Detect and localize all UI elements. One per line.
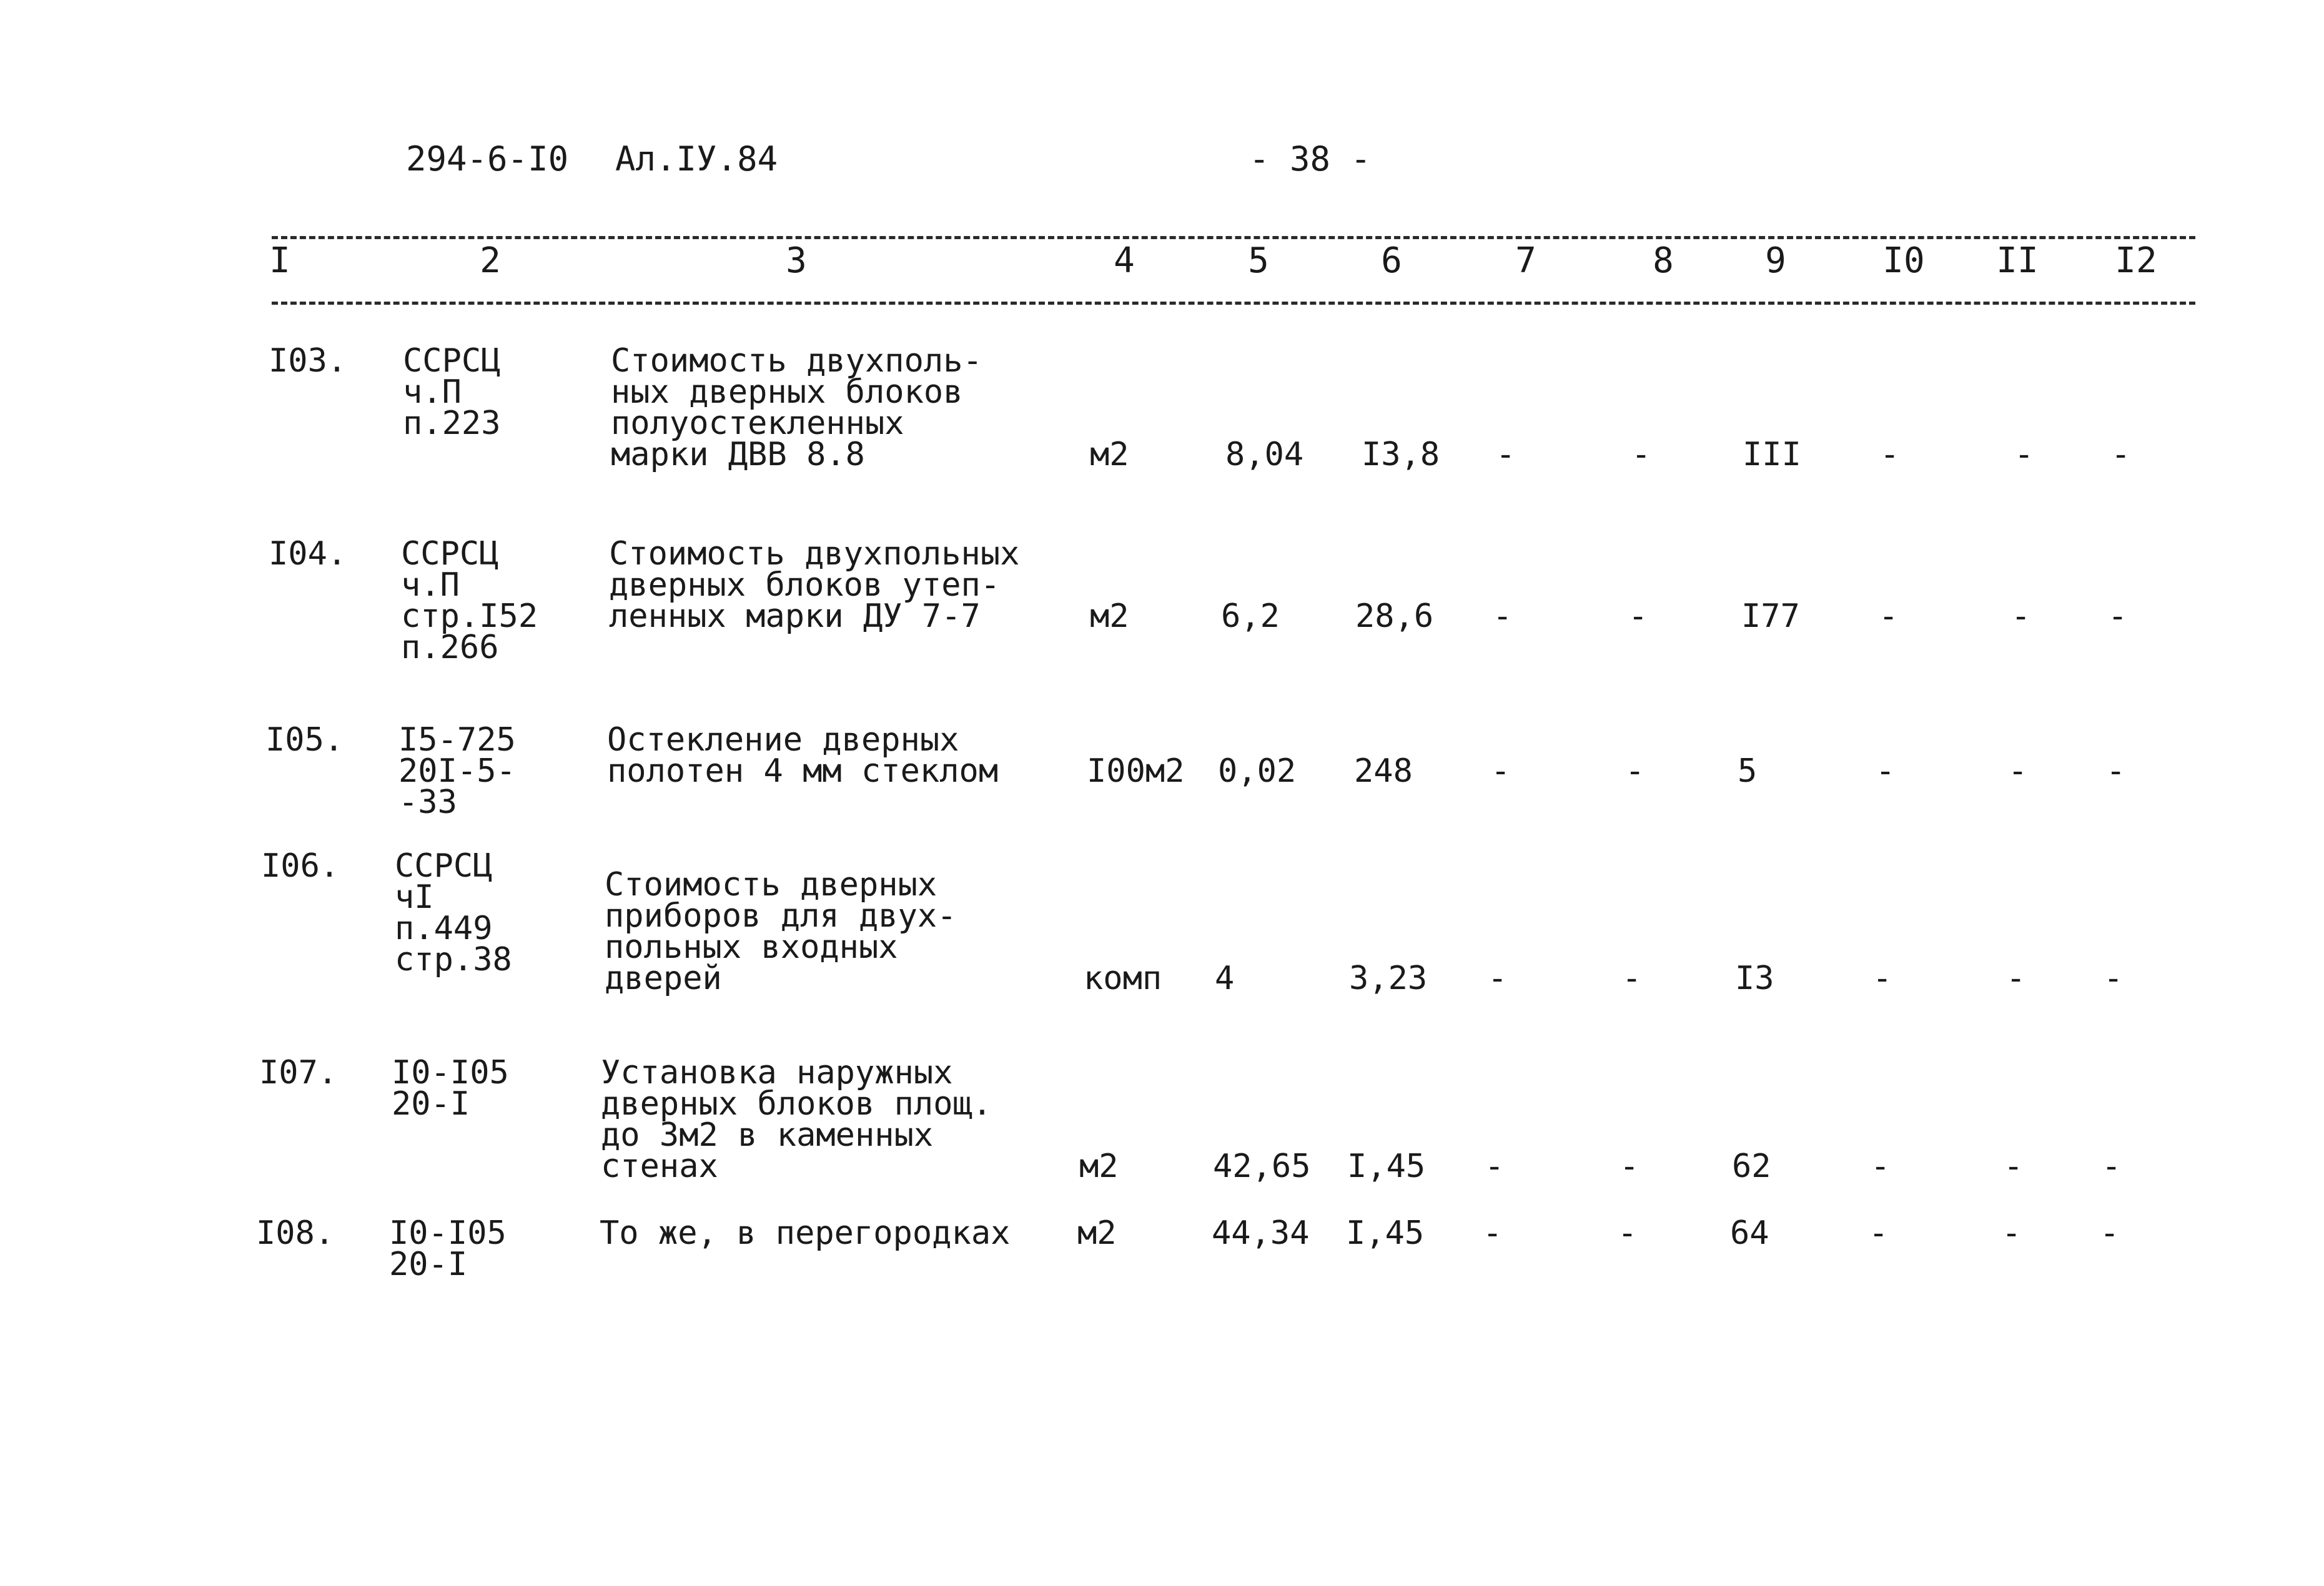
table-row [0,847,2324,997]
quantity: 6,2 [1221,598,1280,635]
column-number: I0 [1882,240,1925,281]
column-number: II [1996,240,2039,281]
table-row [0,535,2324,666]
column-11-value: - [2004,1148,2024,1185]
column-11-value: - [2011,598,2031,635]
unit: м2 [1090,436,1129,473]
column-number: 9 [1765,240,1786,281]
column-11-value: - [2014,436,2034,473]
column-number: 8 [1653,240,1674,281]
unit-price: I3,8 [1362,436,1440,473]
unit-price: 248 [1354,752,1413,790]
column-10-value: - [1871,1148,1891,1185]
column-7-value: - [1488,960,1508,997]
column-7-value: - [1483,1214,1503,1252]
row-number: I08. [256,1214,335,1252]
table-header-rule [272,302,2195,305]
total-cost: III [1743,436,1801,473]
column-8-value: - [1631,436,1651,473]
column-number: 5 [1248,240,1269,281]
column-8-value: - [1625,752,1645,790]
unit-price: I,45 [1346,1214,1425,1252]
column-10-value: - [1869,1214,1889,1252]
total-cost: I3 [1735,960,1774,997]
unit: м2 [1077,1214,1117,1252]
source-reference: ССРСЦ чI п.449 стр.38 [395,847,512,978]
unit: комп [1084,960,1162,997]
document-code: 294-6-I0 [406,139,569,179]
quantity: 4 [1215,960,1235,997]
table-row [0,721,2324,821]
item-description: Установка наружных дверных блоков площ. до 3м2 в каменных стенах [601,1054,992,1185]
quantity: 42,65 [1213,1148,1311,1185]
total-cost: 64 [1730,1214,1769,1252]
column-12-value: - [2100,1214,2120,1252]
column-7-value: - [1493,598,1513,635]
column-number: I [269,240,290,281]
column-number: 6 [1381,240,1402,281]
column-number: 4 [1114,240,1135,281]
total-cost: 62 [1732,1148,1771,1185]
album-reference: Ал.IУ.84 [615,139,778,179]
quantity: 0,02 [1218,752,1297,790]
table-row [0,342,2324,473]
column-7-value: - [1496,436,1516,473]
item-description: То же, в перегородках [600,1214,1011,1252]
column-12-value: - [2104,960,2124,997]
unit-price: 3,23 [1349,960,1428,997]
total-cost: 5 [1738,752,1758,790]
column-11-value: - [2006,960,2026,997]
column-10-value: - [1876,752,1896,790]
source-reference: ССРСЦ ч.П стр.I52 п.266 [401,535,538,666]
column-12-value: - [2106,752,2126,790]
column-number: 3 [786,240,807,281]
item-description: Стоимость дверных приборов для двух- польных входных дверей [605,866,957,997]
row-number: I07. [259,1054,338,1091]
row-number: I04. [269,535,347,573]
column-10-value: - [1872,960,1892,997]
item-description: Остекление дверных полотен 4 мм стеклом [607,721,999,790]
source-reference: I0-I05 20-I [389,1214,507,1283]
row-number: I05. [265,721,344,759]
column-12-value: - [2111,436,2131,473]
unit: м2 [1079,1148,1119,1185]
column-12-value: - [2102,1148,2122,1185]
table-top-rule [272,236,2195,239]
table-row [0,1214,2324,1283]
column-7-value: - [1491,752,1511,790]
column-8-value: - [1619,1148,1639,1185]
total-cost: I77 [1741,598,1800,635]
unit: м2 [1090,598,1129,635]
unit-price: 28,6 [1355,598,1434,635]
item-description: Стоимость двухполь- ных дверных блоков полуостекленных марки ДВВ 8.8 [611,342,982,473]
quantity: 8,04 [1225,436,1304,473]
column-number: 2 [480,240,501,281]
column-10-value: - [1880,436,1900,473]
column-8-value: - [1628,598,1648,635]
row-number: I03. [269,342,347,380]
source-reference: I0-I05 20-I [392,1054,509,1123]
column-8-value: - [1622,960,1642,997]
column-11-value: - [2008,752,2028,790]
column-12-value: - [2108,598,2128,635]
row-number: I06. [261,847,340,885]
column-7-value: - [1485,1148,1505,1185]
column-number: I2 [2115,240,2157,281]
column-number: 7 [1515,240,1536,281]
column-8-value: - [1618,1214,1638,1252]
source-reference: I5-725 20I-5- -33 [398,721,516,821]
page-number: - 38 - [1249,139,1372,179]
table-row [0,1054,2324,1185]
unit-price: I,45 [1347,1148,1426,1185]
column-10-value: - [1879,598,1899,635]
unit: I00м2 [1087,752,1185,790]
quantity: 44,34 [1212,1214,1310,1252]
column-11-value: - [2002,1214,2022,1252]
source-reference: ССРСЦ ч.П п.223 [403,342,501,442]
item-description: Стоимость двухпольных дверных блоков утеп- ленных марки ДУ 7-7 [609,535,1020,635]
